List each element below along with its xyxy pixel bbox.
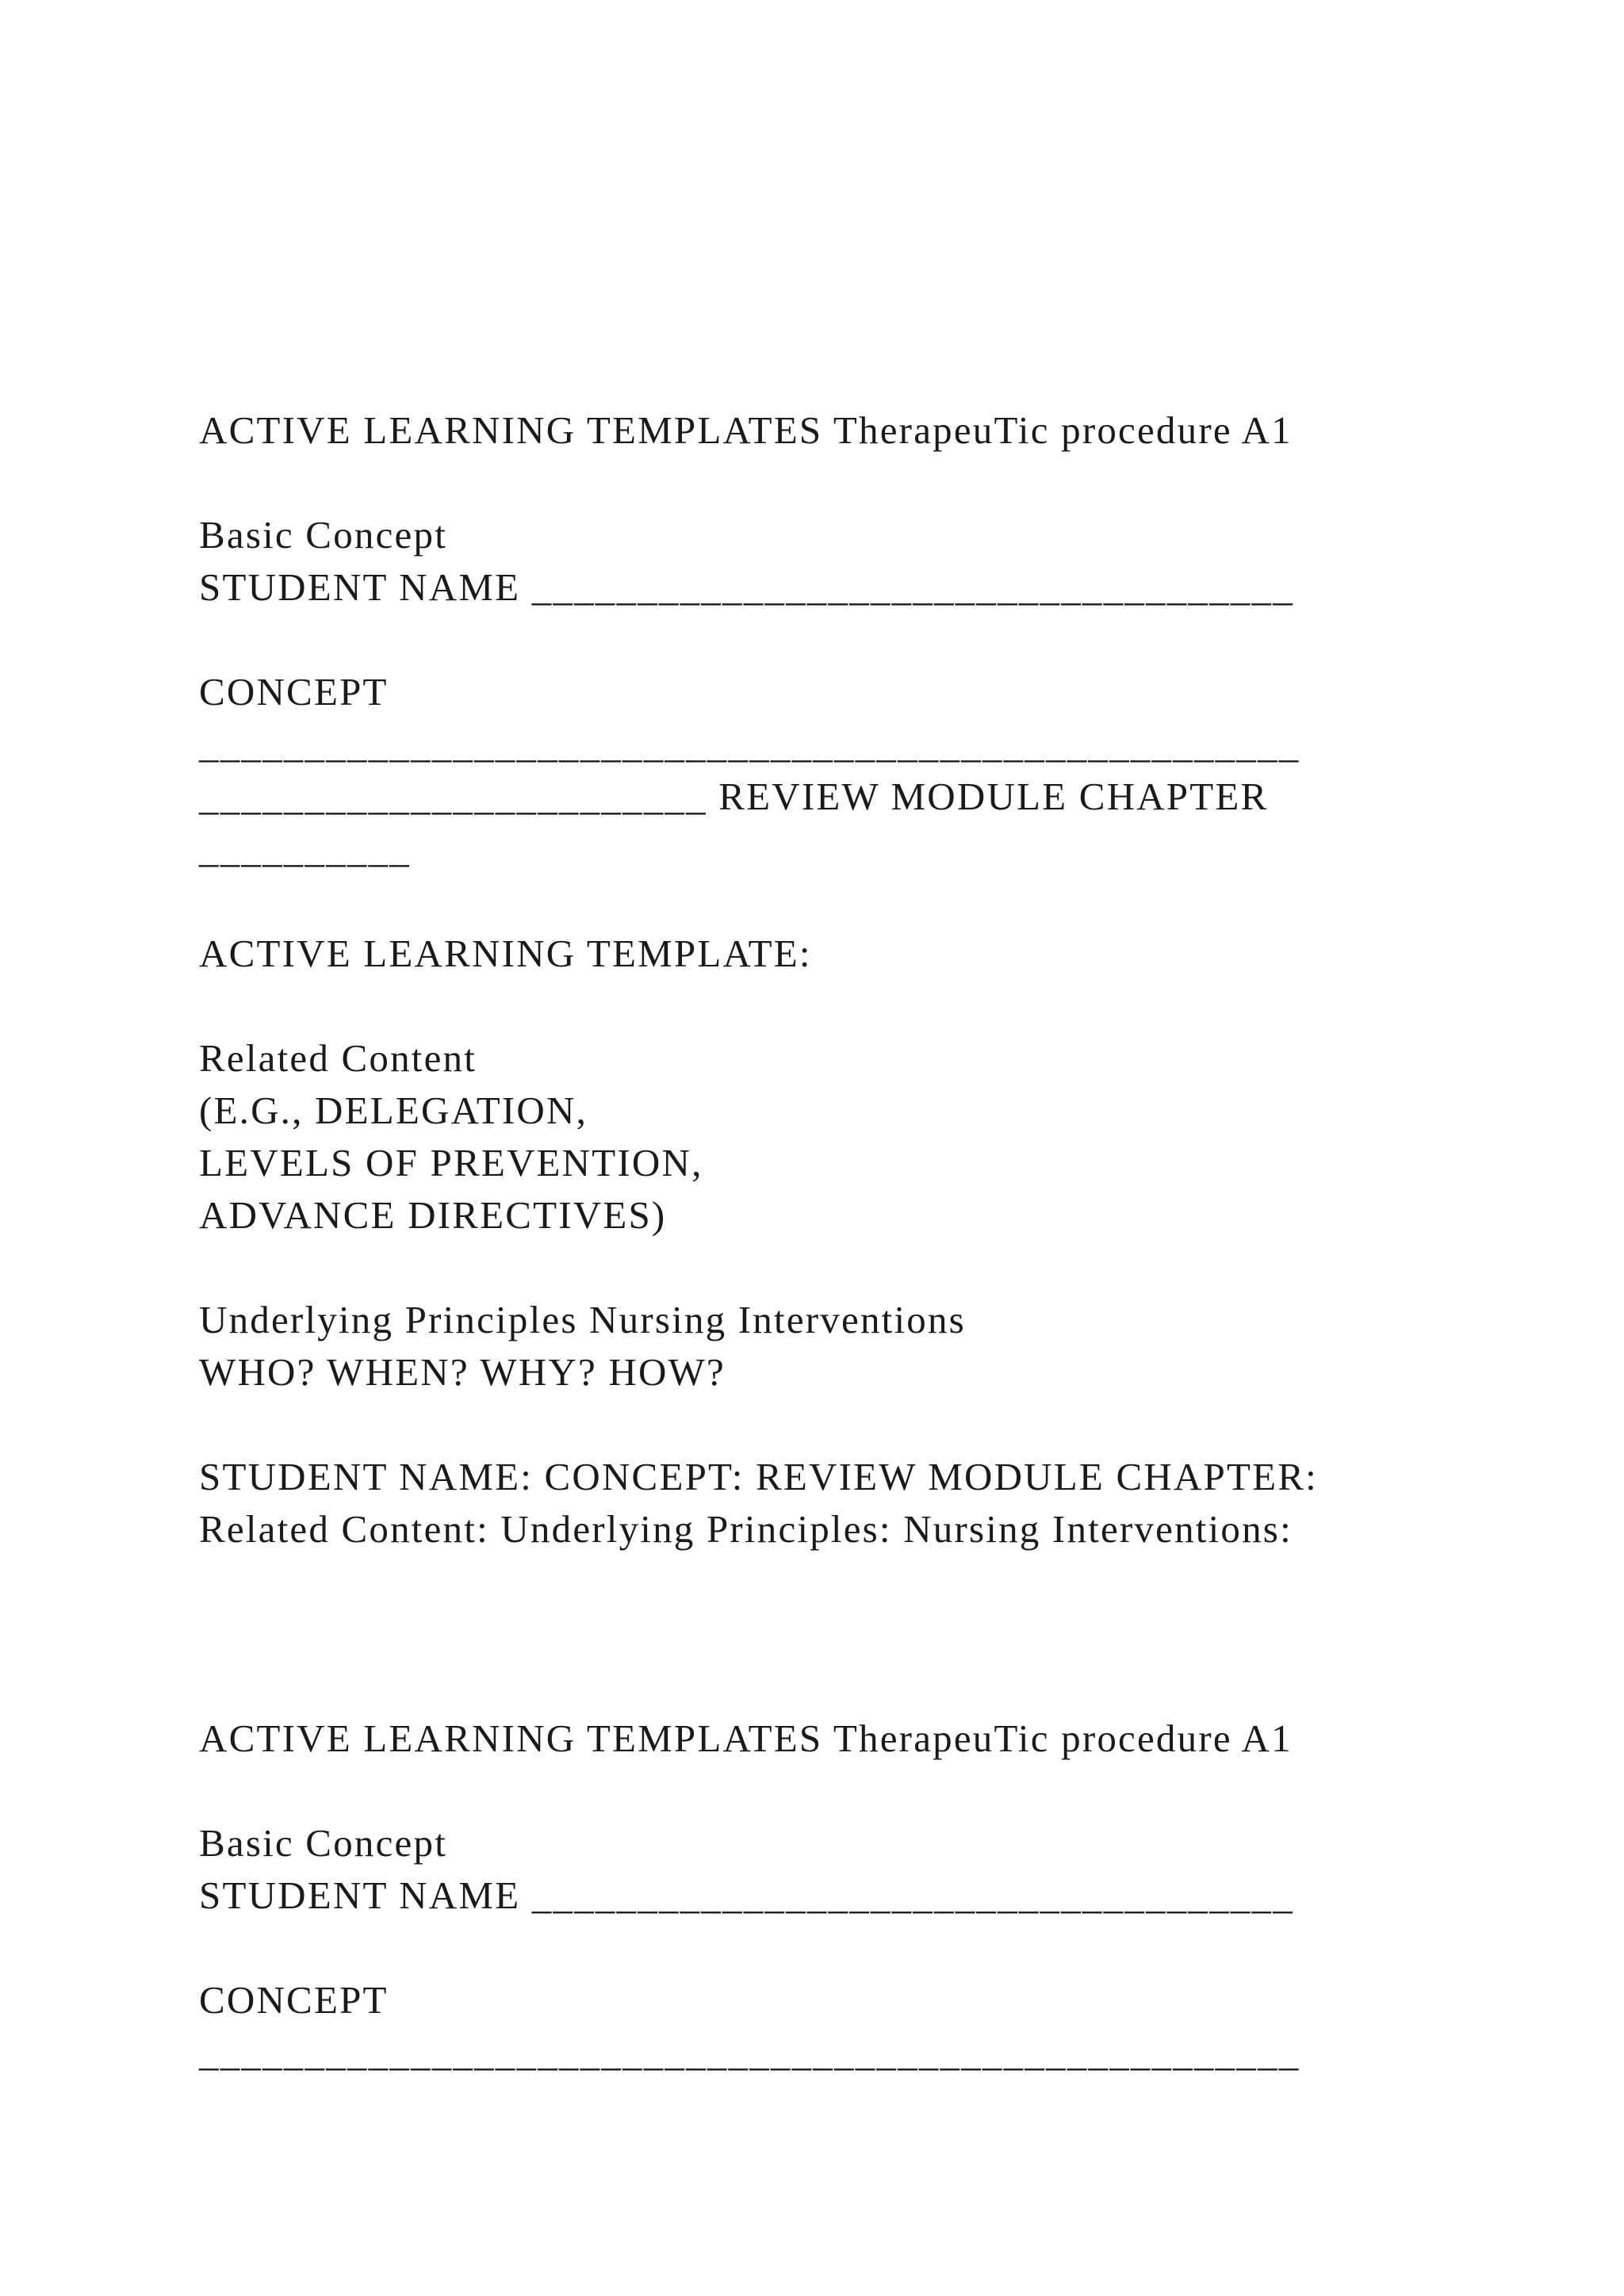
chapter-blank-line: __________ (199, 827, 411, 871)
related-content-line: LEVELS OF PREVENTION, (199, 1141, 703, 1184)
related-content-heading: Related Content (199, 1036, 477, 1080)
student-name-field: STUDENT NAME ____________________________________ (199, 565, 1294, 609)
related-content-line: (E.G., DELEGATION, (199, 1089, 588, 1132)
concept-label: CONCEPT (199, 670, 389, 714)
summary-line: STUDENT NAME: CONCEPT: REVIEW MODULE CHAPTER: (199, 1455, 1318, 1498)
template-title: ACTIVE LEARNING TEMPLATES TherapeuTic procedure A1 (199, 408, 1293, 452)
principles-questions: WHO? WHEN? WHY? HOW? (199, 1350, 726, 1394)
basic-concept-label: Basic Concept (199, 1821, 448, 1865)
principles-heading: Underlying Principles Nursing Interventions (199, 1298, 966, 1341)
summary-line: Related Content: Underlying Principles: Nursing Interventions: (199, 1507, 1293, 1551)
related-content-line: ADVANCE DIRECTIVES) (199, 1193, 667, 1237)
basic-concept-label: Basic Concept (199, 513, 448, 557)
concept-blank-line: ____________________________________________________ (199, 2030, 1300, 2074)
concept-label: CONCEPT (199, 1978, 389, 2022)
template-title: ACTIVE LEARNING TEMPLATES TherapeuTic procedure A1 (199, 1716, 1293, 1760)
review-module-chapter-field: ________________________ REVIEW MODULE CHAPTER (199, 775, 1269, 818)
student-name-field: STUDENT NAME ____________________________________ (199, 1873, 1294, 1917)
concept-blank-line: ____________________________________________________ (199, 722, 1300, 766)
template-heading: ACTIVE LEARNING TEMPLATE: (199, 932, 812, 975)
